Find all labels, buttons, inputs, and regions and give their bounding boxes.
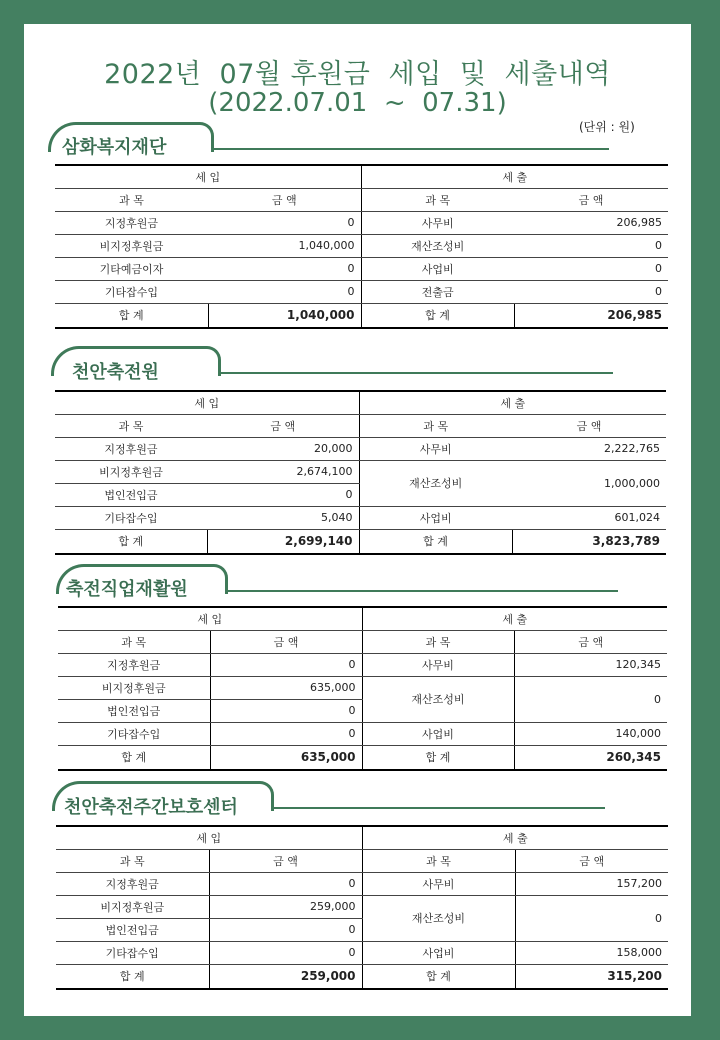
- income-item: 법인전입금: [55, 483, 207, 506]
- item-header: 과 목: [361, 188, 514, 211]
- income-amount: 259,000: [209, 895, 362, 918]
- ledger-table: [55, 390, 666, 555]
- income-item: 기타잡수입: [55, 506, 207, 529]
- expense-amount: 140,000: [514, 722, 667, 745]
- total-label: 합 계: [55, 529, 207, 554]
- expense-total: 206,985: [514, 303, 668, 328]
- expense-amount: 2,222,765: [512, 437, 666, 460]
- total-label: 합 계: [58, 745, 210, 770]
- expense-amount: 0: [514, 257, 668, 280]
- income-amount: 2,674,100: [207, 460, 359, 483]
- total-label: 합 계: [55, 303, 208, 328]
- income-item: 지정후원금: [58, 653, 210, 676]
- amount-header: 금 액: [209, 849, 362, 872]
- amount-header: 금 액: [514, 188, 668, 211]
- ledger-table: [56, 825, 668, 990]
- income-amount: 0: [210, 653, 362, 676]
- total-label: 합 계: [362, 745, 514, 770]
- table-row: [55, 234, 668, 257]
- expense-amount: 0: [515, 895, 668, 941]
- income-item: 기타잡수입: [56, 941, 209, 964]
- income-total: 635,000: [210, 745, 362, 770]
- amount-header: 금 액: [515, 849, 668, 872]
- section-underline: [221, 372, 613, 374]
- expense-header: 세 출: [359, 391, 666, 414]
- income-amount: 1,040,000: [208, 234, 361, 257]
- section-title: 천안축전원: [72, 362, 159, 383]
- total-row: [55, 303, 668, 328]
- expense-amount: 0: [514, 234, 668, 257]
- section-underline: [214, 148, 609, 150]
- income-amount: 0: [209, 872, 362, 895]
- expense-item: 사무비: [362, 872, 515, 895]
- item-header: 과 목: [55, 188, 208, 211]
- expense-item: 사업비: [361, 257, 514, 280]
- expense-item: 재산조성비: [359, 460, 512, 506]
- income-item: 비지정후원금: [55, 234, 208, 257]
- expense-total: 260,345: [514, 745, 667, 770]
- table-row: [55, 280, 668, 303]
- income-header: 세 입: [55, 165, 361, 188]
- expense-header: 세 출: [362, 607, 667, 630]
- total-row: [58, 745, 667, 770]
- expense-item: 사무비: [361, 211, 514, 234]
- amount-header: 금 액: [210, 630, 362, 653]
- item-header: 과 목: [362, 849, 515, 872]
- income-amount: 0: [210, 722, 362, 745]
- income-item: 지정후원금: [55, 211, 208, 234]
- report-title: 2022년 07월 후원금 세입 및 세출내역: [104, 59, 611, 90]
- section-underline: [274, 807, 605, 809]
- income-amount: 5,040: [207, 506, 359, 529]
- expense-amount: 206,985: [514, 211, 668, 234]
- table-row: [56, 872, 668, 895]
- expense-total: 315,200: [515, 964, 668, 989]
- table-row: [56, 941, 668, 964]
- table-row: [55, 506, 666, 529]
- income-item: 지정후원금: [56, 872, 209, 895]
- income-item: 기타잡수입: [58, 722, 210, 745]
- amount-header: 금 액: [207, 414, 359, 437]
- expense-amount: 120,345: [514, 653, 667, 676]
- item-header: 과 목: [58, 630, 210, 653]
- ledger-table: [55, 164, 668, 329]
- income-amount: 635,000: [210, 676, 362, 699]
- section-underline: [228, 590, 618, 592]
- item-header: 과 목: [55, 414, 207, 437]
- section-title: 삼화복지재단: [62, 137, 167, 158]
- income-item: 비지정후원금: [56, 895, 209, 918]
- expense-item: 재산조성비: [362, 676, 514, 722]
- table-row: [58, 722, 667, 745]
- income-item: 비지정후원금: [55, 460, 207, 483]
- expense-amount: 0: [514, 676, 667, 722]
- total-row: [56, 964, 668, 989]
- income-amount: 20,000: [207, 437, 359, 460]
- unit-label: (단위 : 원): [579, 120, 635, 134]
- income-amount: 0: [208, 280, 361, 303]
- income-amount: 0: [208, 211, 361, 234]
- total-label: 합 계: [359, 529, 512, 554]
- income-total: 1,040,000: [208, 303, 361, 328]
- income-item: 기타예금이자: [55, 257, 208, 280]
- income-total: 259,000: [209, 964, 362, 989]
- income-header: 세 입: [58, 607, 362, 630]
- expense-item: 사업비: [362, 722, 514, 745]
- income-amount: 0: [210, 699, 362, 722]
- table-row: [58, 653, 667, 676]
- total-label: 합 계: [56, 964, 209, 989]
- expense-item: 재산조성비: [361, 234, 514, 257]
- amount-header: 금 액: [512, 414, 666, 437]
- amount-header: 금 액: [208, 188, 361, 211]
- total-label: 합 계: [362, 964, 515, 989]
- expense-item: 사무비: [362, 653, 514, 676]
- income-item: 법인전입금: [56, 918, 209, 941]
- expense-amount: 158,000: [515, 941, 668, 964]
- expense-item: 사무비: [359, 437, 512, 460]
- expense-item: 재산조성비: [362, 895, 515, 941]
- expense-item: 사업비: [362, 941, 515, 964]
- ledger-table: [58, 606, 667, 771]
- income-amount: 0: [208, 257, 361, 280]
- expense-amount: 0: [514, 280, 668, 303]
- income-amount: 0: [209, 941, 362, 964]
- income-header: 세 입: [56, 826, 362, 849]
- table-row: [55, 460, 666, 483]
- table-row: [55, 437, 666, 460]
- income-item: 기타잡수입: [55, 280, 208, 303]
- income-header: 세 입: [55, 391, 359, 414]
- expense-item: 전출금: [361, 280, 514, 303]
- section-title: 축전직업재활원: [66, 579, 188, 600]
- expense-header: 세 출: [361, 165, 668, 188]
- table-row: [58, 676, 667, 699]
- income-amount: 0: [207, 483, 359, 506]
- expense-header: 세 출: [362, 826, 668, 849]
- income-total: 2,699,140: [207, 529, 359, 554]
- item-header: 과 목: [359, 414, 512, 437]
- item-header: 과 목: [56, 849, 209, 872]
- expense-amount: 157,200: [515, 872, 668, 895]
- expense-amount: 601,024: [512, 506, 666, 529]
- table-row: [56, 895, 668, 918]
- income-item: 지정후원금: [55, 437, 207, 460]
- expense-item: 사업비: [359, 506, 512, 529]
- section-title: 천안축전주간보호센터: [64, 797, 238, 818]
- table-row: [55, 257, 668, 280]
- total-row: [55, 529, 666, 554]
- income-amount: 0: [209, 918, 362, 941]
- table-row: [55, 211, 668, 234]
- amount-header: 금 액: [514, 630, 667, 653]
- expense-total: 3,823,789: [512, 529, 666, 554]
- expense-amount: 1,000,000: [512, 460, 666, 506]
- report-page: [24, 24, 691, 1016]
- item-header: 과 목: [362, 630, 514, 653]
- income-item: 법인전입금: [58, 699, 210, 722]
- income-item: 비지정후원금: [58, 676, 210, 699]
- total-label: 합 계: [361, 303, 514, 328]
- report-period: (2022.07.01 ~ 07.31): [208, 88, 507, 118]
